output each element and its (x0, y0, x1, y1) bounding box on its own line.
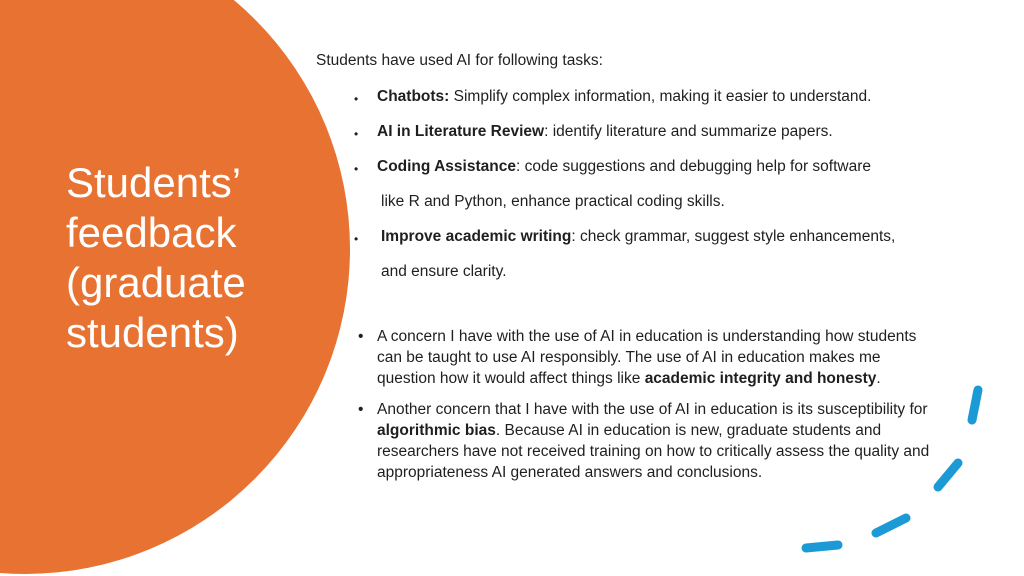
concern-text-end: . Because AI in education is new, graduate students and researchers have not received training on how to critically assess the quality and appropriateness AI generated answers and conclusions. (377, 422, 930, 481)
concern-text: Another concern that I have with the use of AI in education is its susceptibility for (377, 401, 928, 418)
task-label: AI in Literature Review (377, 123, 545, 140)
bullet-dot: • (354, 232, 359, 246)
arc-dash (876, 518, 906, 533)
task-label: Coding Assistance (377, 158, 516, 175)
title-line: (graduate (66, 259, 246, 306)
title-line: Students’ (66, 159, 242, 206)
task-description: like R and Python, enhance practical coding skills. (381, 193, 725, 210)
title-line: feedback (66, 209, 237, 256)
task-description: and ensure clarity. (381, 263, 507, 280)
task-description: : check grammar, suggest style enhancements, (571, 228, 896, 245)
arc-dash (806, 545, 838, 548)
task-label: Improve academic writing (381, 228, 572, 245)
task-description: Simplify complex information, making it easier to understand. (449, 88, 872, 105)
bullet-dot: • (358, 401, 364, 418)
concern-emphasis: algorithmic bias (377, 422, 496, 439)
task-description: : code suggestions and debugging help for software (515, 158, 871, 175)
bullet-dot: • (354, 92, 359, 106)
concern-text: A concern I have with the use of AI in education is understanding how students can be taught to use AI responsibly. The use of AI in education makes me question how it would affect things like (377, 328, 917, 387)
bullet-dot: • (354, 127, 359, 141)
task-label: Chatbots: (377, 88, 450, 105)
concern-text-end: . (876, 370, 881, 387)
bullet-dot: • (358, 328, 364, 345)
concern-emphasis: academic integrity and honesty (644, 370, 877, 387)
bullet-dot: • (354, 162, 359, 176)
arc-dash (972, 390, 978, 420)
task-description: : identify literature and summarize papers. (544, 123, 833, 140)
title-line: students) (66, 309, 239, 356)
intro-text: Students have used AI for following tasks: (316, 52, 603, 69)
arc-dash (938, 463, 958, 487)
